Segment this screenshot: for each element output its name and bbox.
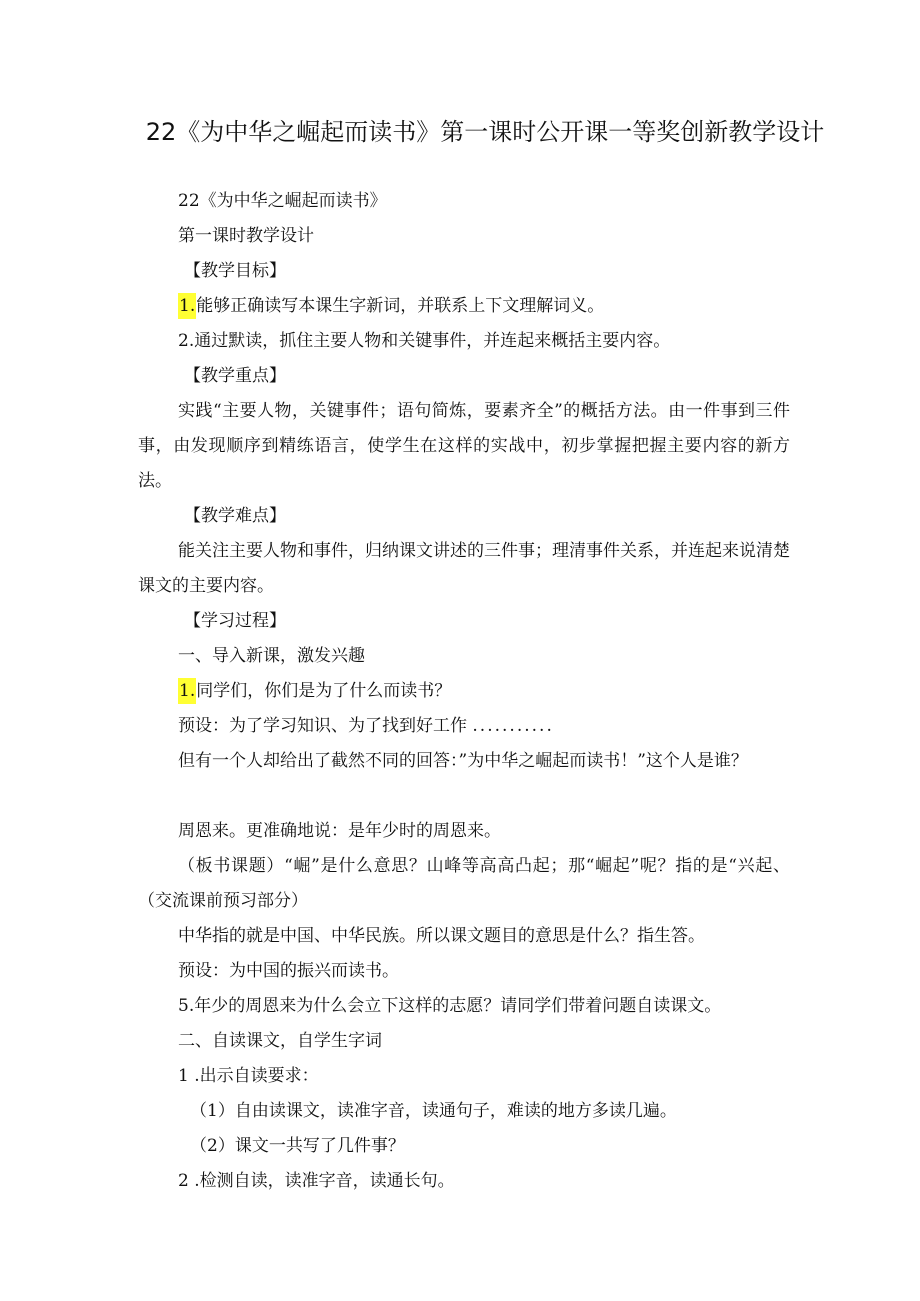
goal-1-text: 能够正确读写本课生字新词，并联系上下文理解词义。 <box>196 296 605 316</box>
key-paragraph: 实践“主要人物，关键事件；语句简炼，要素齐全”的概括方法。由一件事到三件事，由发现顺序到精练语言，使学生在这样的实战中，初步掌握把握主要内容的新方法。 <box>138 401 790 491</box>
check-reading: 2 .检测自读，读准字音，读通长句。 <box>178 1171 455 1191</box>
key-heading: 【教学重点】 <box>184 366 286 386</box>
preset-1 <box>178 709 554 744</box>
question-5: 5.年少的周恩来为什么会立下这样的志愿？请同学们带着问题自读课文。 <box>178 996 722 1016</box>
section-1-heading: 一、导入新课，激发兴趣 <box>178 646 365 666</box>
difficulty-heading: 【教学难点】 <box>184 506 286 526</box>
process-heading: 【学习过程】 <box>184 611 286 631</box>
preset-1-text: 预设：为了学习知识、为了找到好工作 <box>178 716 467 736</box>
requirement-2: （2）课文一共写了几件事？ <box>190 1136 405 1156</box>
goals-heading: 【教学目标】 <box>184 261 286 281</box>
answer-paragraph: 但有一个人却给出了截然不同的回答：”为中华之崛起而读书！”这个人是谁？ <box>178 751 748 771</box>
document-title: 22《为中华之崛起而读书》第一课时公开课一等奖创新教学设计 <box>145 118 825 146</box>
question-1-number-highlight: 1. <box>178 678 196 704</box>
preset-1-dots: ........... <box>472 716 554 736</box>
question-1 <box>178 674 451 709</box>
china-line: 中华指的就是中国、中华民族。所以课文题目的意思是什么？指生答。 <box>178 926 705 946</box>
difficulty-paragraph: 能关注主要人物和事件，归纳课文讲述的三件事；理清事件关系，并连起来说清楚课文的主要内容。 <box>138 541 790 596</box>
question-1-text: 同学们，你们是为了什么而读书？ <box>196 681 452 701</box>
lesson-period-line: 第一课时教学设计 <box>178 226 314 246</box>
board-paragraph: （板书课题）“崛”是什么意思？山峰等高高凸起；那“崛起”呢？指的是“兴起、（交流课前预习部分） <box>138 856 790 911</box>
preset-2: 预设：为中国的振兴而读书。 <box>178 961 399 981</box>
goal-1-number-highlight: 1. <box>178 293 196 319</box>
requirement-1: （1）自由读课文，读准字音，读通句子，难读的地方多读几遍。 <box>190 1101 677 1121</box>
zhou-line: 周恩来。更准确地说：是年少时的周恩来。 <box>178 821 501 841</box>
goal-1 <box>178 289 604 324</box>
section-2-heading: 二、自读课文，自学生字词 <box>178 1031 382 1051</box>
goal-2: 2.通过默读，抓住主要人物和关键事件，并连起来概括主要内容。 <box>178 331 671 351</box>
lesson-title-line: 22《为中华之崛起而读书》 <box>178 191 387 211</box>
show-requirements: 1 .出示自读要求： <box>178 1066 319 1086</box>
